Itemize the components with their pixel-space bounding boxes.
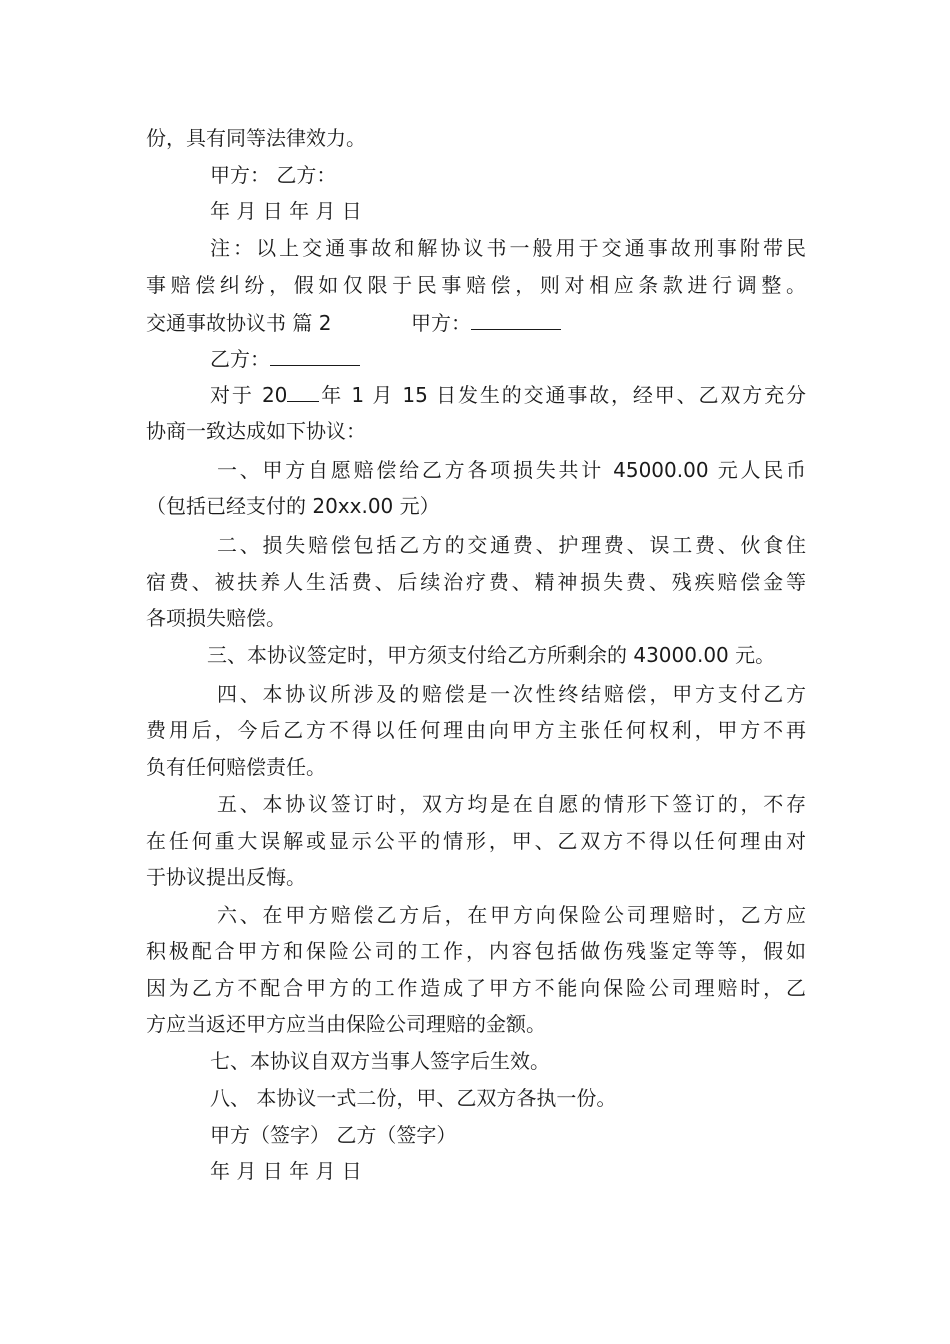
date-line: 年 月 日 年 月 日 — [210, 199, 362, 223]
section-title: 交通事故协议书 篇 2 — [146, 311, 332, 335]
intro-rest: 年 1 月 15 日发生的交通事故，经甲、乙双方充分 — [319, 383, 806, 407]
party-a-blank — [471, 309, 561, 330]
clause-2: 二、损失赔偿包括乙方的交通费、护理费、误工费、伙食住 — [217, 533, 806, 557]
clause-1: （包括已经支付的 20xx.00 元） — [146, 494, 440, 518]
text-line: 份，具有同等法律效力。 — [146, 126, 366, 150]
clause-4: 费用后，今后乙方不得以任何理由向甲方主张任何权利，甲方不再 — [146, 718, 806, 742]
clause-6: 因为乙方不配合甲方的工作造成了甲方不能向保险公司理赔时，乙 — [146, 976, 806, 1000]
signature-parties-line: 甲方： 乙方： — [210, 163, 337, 187]
clause-2: 宿费、被扶养人生活费、后续治疗费、精神损失费、残疾赔偿金等 — [146, 570, 806, 594]
note-line: 注：以上交通事故和解协议书一般用于交通事故刑事附带民 — [210, 236, 806, 260]
intro-year-prefix: 对于 20 — [210, 383, 288, 407]
clause-2: 各项损失赔偿。 — [146, 606, 286, 630]
clause-5: 于协议提出反悔。 — [146, 865, 306, 889]
clause-7: 七、本协议自双方当事人签字后生效。 — [210, 1049, 550, 1073]
clause-4: 四、本协议所涉及的赔偿是一次性终结赔偿，甲方支付乙方 — [217, 682, 806, 706]
intro-line — [210, 377, 806, 413]
intro-line: 协商一致达成如下协议： — [146, 419, 366, 443]
clause-3: 三、本协议签定时，甲方须支付给乙方所剩余的 43000.00 元。 — [207, 643, 776, 667]
clause-6: 方应当返还甲方应当由保险公司理赔的金额。 — [146, 1012, 546, 1036]
party-a-label: 甲方： — [411, 311, 471, 335]
date-line: 年 月 日 年 月 日 — [210, 1159, 362, 1183]
clause-1: 一、甲方自愿赔偿给乙方各项损失共计 45000.00 元人民币 — [217, 458, 806, 482]
clause-8: 八、 本协议一式二份，甲、乙双方各执一份。 — [210, 1086, 617, 1110]
note-line: 事赔偿纠纷，假如仅限于民事赔偿，则对相应条款进行调整。 — [146, 273, 806, 297]
clause-5: 五、本协议签订时，双方均是在自愿的情形下签订的，不存 — [217, 792, 806, 816]
clause-5: 在任何重大误解或显示公平的情形，甲、乙双方不得以任何理由对 — [146, 829, 806, 853]
clause-6: 积极配合甲方和保险公司的工作，内容包括做伤残鉴定等等，假如 — [146, 939, 806, 963]
party-b-field — [210, 341, 360, 377]
party-b-blank — [270, 345, 360, 366]
clause-6: 六、在甲方赔偿乙方后，在甲方向保险公司理赔时，乙方应 — [217, 903, 806, 927]
party-b-label: 乙方： — [210, 347, 270, 371]
signature-line: 甲方（签字） 乙方（签字） — [210, 1123, 457, 1147]
party-a-field — [411, 305, 561, 341]
clause-4: 负有任何赔偿责任。 — [146, 755, 326, 779]
year-blank — [287, 381, 319, 402]
